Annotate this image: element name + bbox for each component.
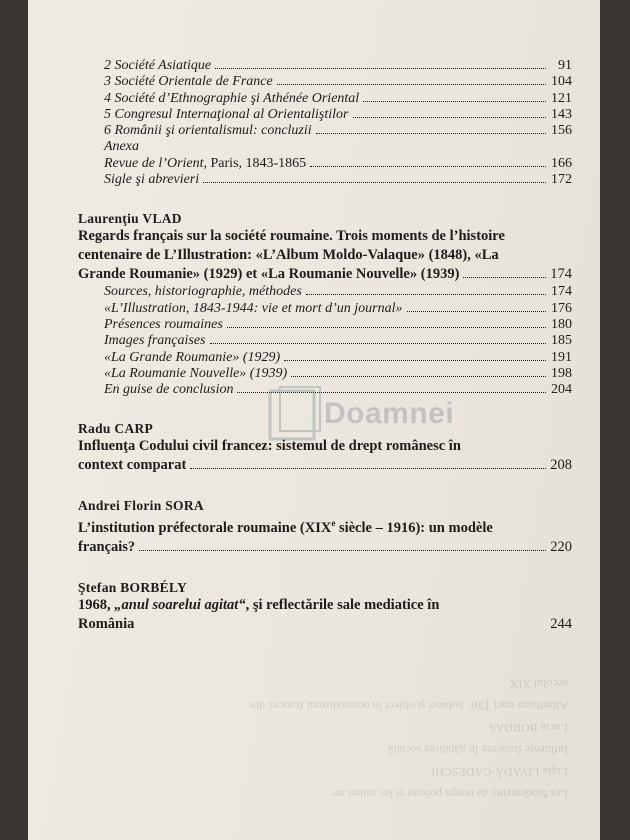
bleed-line: secolul XIX (509, 677, 568, 691)
toc-entry[interactable] (78, 58, 572, 74)
leader-dots (353, 117, 547, 118)
toc-entry-label: 4 Société d’Ethnographie şi Athénée Oriental (104, 90, 360, 106)
toc-entry-label: «L’Illustration, 1843-1944: vie et mort d’un journal» (104, 300, 403, 316)
toc-entry[interactable] (78, 74, 572, 90)
toc-entry-label: Images françaises (104, 333, 206, 349)
toc-entry[interactable] (78, 333, 572, 349)
watermark-logo (266, 385, 455, 445)
page-number: 156 (551, 123, 572, 139)
author-name: Andrei Florin SORA (78, 498, 204, 514)
toc-entry-label: 3 Société Orientale de France (104, 74, 273, 90)
page-number: 208 (550, 457, 572, 474)
leader-dots (463, 277, 546, 278)
toc-entry-label: Sigle şi abrevieri (104, 172, 200, 188)
page-number: 174 (551, 284, 572, 300)
leader-dots (316, 133, 546, 134)
page-number: 204 (551, 382, 572, 398)
toc-entry-label: 6 Românii şi orientalismul: concluzii (104, 123, 312, 139)
leader-dots (407, 311, 546, 312)
page-number: 220 (550, 539, 572, 556)
page-number: 172 (551, 172, 572, 188)
toc-entry[interactable] (78, 91, 572, 107)
toc-entry[interactable] (78, 301, 572, 317)
page-number: 166 (551, 155, 572, 171)
article-title-last[interactable] (78, 265, 572, 284)
page-number: 198 (551, 365, 572, 381)
bleed-line: Influenţe franceze în gândirea socială (388, 743, 568, 757)
bleed-line: Ligia LIVADĂ-CADESCHI (431, 765, 568, 779)
book-logo-icon (266, 385, 326, 443)
article-title-line: français? (78, 539, 136, 556)
author-name: Laurenţiu VLAD (78, 211, 182, 227)
toc-entry-label: 5 Congresul Internaţional al Orientaliştilor (104, 106, 349, 122)
revue-title: Revue de l’Orient (104, 155, 204, 171)
toc-entry-label: Présences roumaines (104, 316, 223, 332)
anexa-heading: Anexa (104, 139, 139, 155)
article-title-line[interactable]: Influenţa Codului civil francez: sistemul de drept românesc în (78, 438, 461, 455)
toc-entry[interactable] (78, 317, 572, 333)
page-number: 180 (551, 316, 572, 332)
leader-dots (139, 550, 546, 551)
leader-dots (306, 294, 546, 295)
page-number: 174 (550, 266, 572, 283)
page-number: 121 (551, 90, 572, 106)
article-title-line: Grande Roumanie» (1929) et «La Roumanie Nouvelle» (1939) (78, 266, 460, 283)
toc-entry-label (104, 156, 306, 172)
toc-entry[interactable] (78, 350, 572, 366)
page-number: 104 (551, 74, 572, 90)
title-text: , şi reflectările sale mediatice în (245, 597, 440, 614)
article-title-line[interactable]: Regards français sur la société roumaine. Trois moments de l’histoire (78, 228, 505, 245)
toc-entry[interactable] (78, 123, 572, 139)
author-name: Radu CARP (78, 421, 154, 437)
bleed-line: Alteritatea unei Ţări: Subiect şi obiect în orientalismul francez din (249, 699, 568, 713)
watermark-text: Doamnei (324, 397, 455, 430)
leader-dots (227, 327, 546, 328)
article-title-line: context comparat (78, 457, 187, 474)
article-title-last[interactable] (78, 456, 572, 475)
author-name: Ştefan BORBÉLY (78, 580, 188, 596)
article-title-last[interactable] (78, 615, 572, 634)
leader-dots (203, 182, 546, 183)
article-title-last[interactable] (78, 538, 572, 557)
bleed-line: Lucia BORDAS (489, 721, 568, 735)
article-title-line[interactable] (78, 596, 572, 615)
bleed-line: Les fondements du temps présent et les ruines ne (332, 787, 568, 801)
article-title-line[interactable] (78, 514, 572, 538)
toc-entry[interactable] (78, 156, 572, 172)
title-text: siècle – 1916): un modèle (335, 520, 493, 537)
page-number: 191 (551, 349, 572, 365)
leader-dots (210, 343, 547, 344)
page-number: 244 (550, 616, 572, 633)
bleed-through-text (98, 625, 568, 805)
leader-dots (291, 376, 546, 377)
article-title-line: România (78, 616, 135, 633)
title-italic: „anul soarelui agitat“ (114, 597, 246, 614)
leader-dots (277, 84, 546, 85)
toc-entry-label: 2 Société Asiatique (104, 58, 212, 73)
leader-dots (215, 68, 546, 69)
page-number: 91 (558, 58, 572, 73)
leader-dots (310, 166, 546, 167)
toc-entry[interactable] (78, 366, 572, 382)
book-page (28, 0, 600, 840)
table-of-contents (78, 58, 572, 634)
leader-dots (363, 101, 546, 102)
page-number: 176 (551, 300, 572, 316)
page-number: 143 (551, 106, 572, 122)
toc-entry[interactable] (78, 284, 572, 300)
revue-details: , Paris, 1843-1865 (203, 155, 307, 171)
leader-dots (190, 468, 546, 469)
title-text: 1968, (78, 597, 115, 614)
article-title-line[interactable]: centenaire de L’Illustration: «L’Album Moldo-Valaque» (1848), «La (78, 247, 499, 264)
toc-entry-label: «La Grande Roumanie» (1929) (104, 349, 281, 365)
toc-entry-label: En guise de conclusion (104, 382, 234, 398)
toc-entry-label: «La Roumanie Nouvelle» (1939) (104, 365, 288, 381)
toc-entry-label: Sources, historiographie, méthodes (104, 284, 302, 300)
title-text: L’institution préfectorale roumaine (XIX (78, 520, 332, 537)
toc-entry[interactable] (78, 107, 572, 123)
leader-dots (284, 360, 546, 361)
toc-entry[interactable] (78, 172, 572, 188)
superscript: e (331, 518, 336, 529)
page-number: 185 (551, 333, 572, 349)
